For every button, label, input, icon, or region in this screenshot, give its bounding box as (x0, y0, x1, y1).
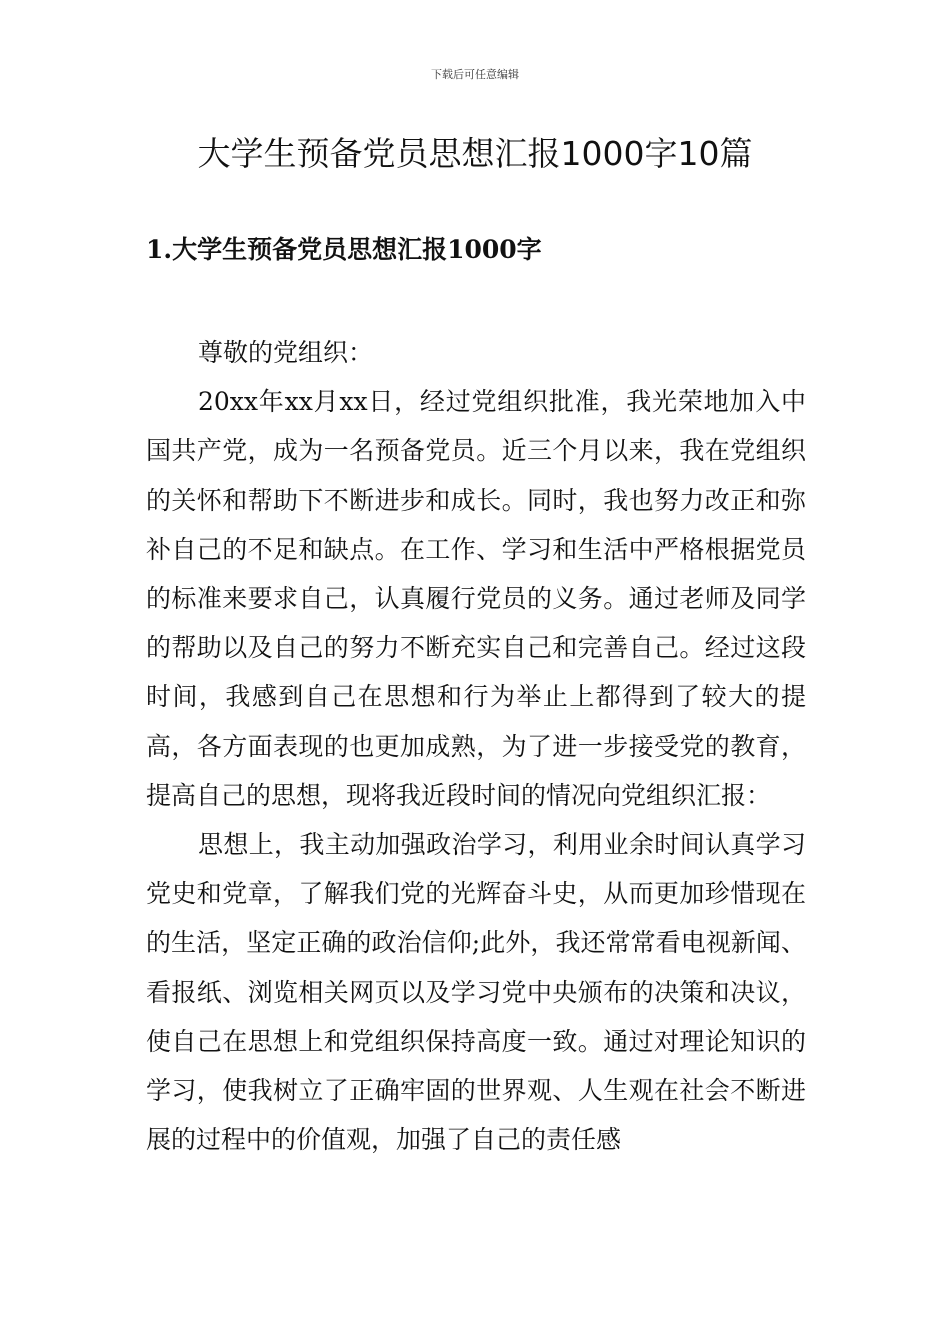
body-text (146, 328, 806, 1164)
body-paragraph: 20xx年xx月xx日，经过党组织批准，我光荣地加入中国共产党，成为一名预备党员。近三个月以来，我在党组织的关怀和帮助下不断进步和成长。同时，我也努力改正和弥补自己的不足和缺点。在工作、学习和生活中严格根据党员的标准来要求自己，认真履行党员的义务。通过老师及同学的帮助以及自己的努力不断充实自己和完善自己。经过这段时间，我感到自己在思想和行为举止上都得到了较大的提高，各方面表现的也更加成熟，为了进一步接受党的教育，提高自己的思想，现将我近段时间的情况向党组织汇报： (146, 387, 806, 810)
body-paragraph: 思想上，我主动加强政治学习，利用业余时间认真学习党史和党章，了解我们党的光辉奋斗史，从而更加珍惜现在的生活，坚定正确的政治信仰;此外，我还常常看电视新闻、看报纸、浏览相关网页以及学习党中央颁布的决策和决议，使自己在思想上和党组织保持高度一致。通过对理论知识的学习，使我树立了正确牢固的世界观、人生观在社会不断进展的过程中的价值观，加强了自己的责任感 (146, 830, 806, 1155)
document-title: 大学生预备党员思想汇报1000字10篇 (197, 134, 753, 173)
section-heading: 1.大学生预备党员思想汇报1000字 (146, 235, 542, 264)
salutation-paragraph: 尊敬的党组织： (198, 338, 374, 367)
header-note: 下载后可任意编辑 (431, 68, 519, 81)
